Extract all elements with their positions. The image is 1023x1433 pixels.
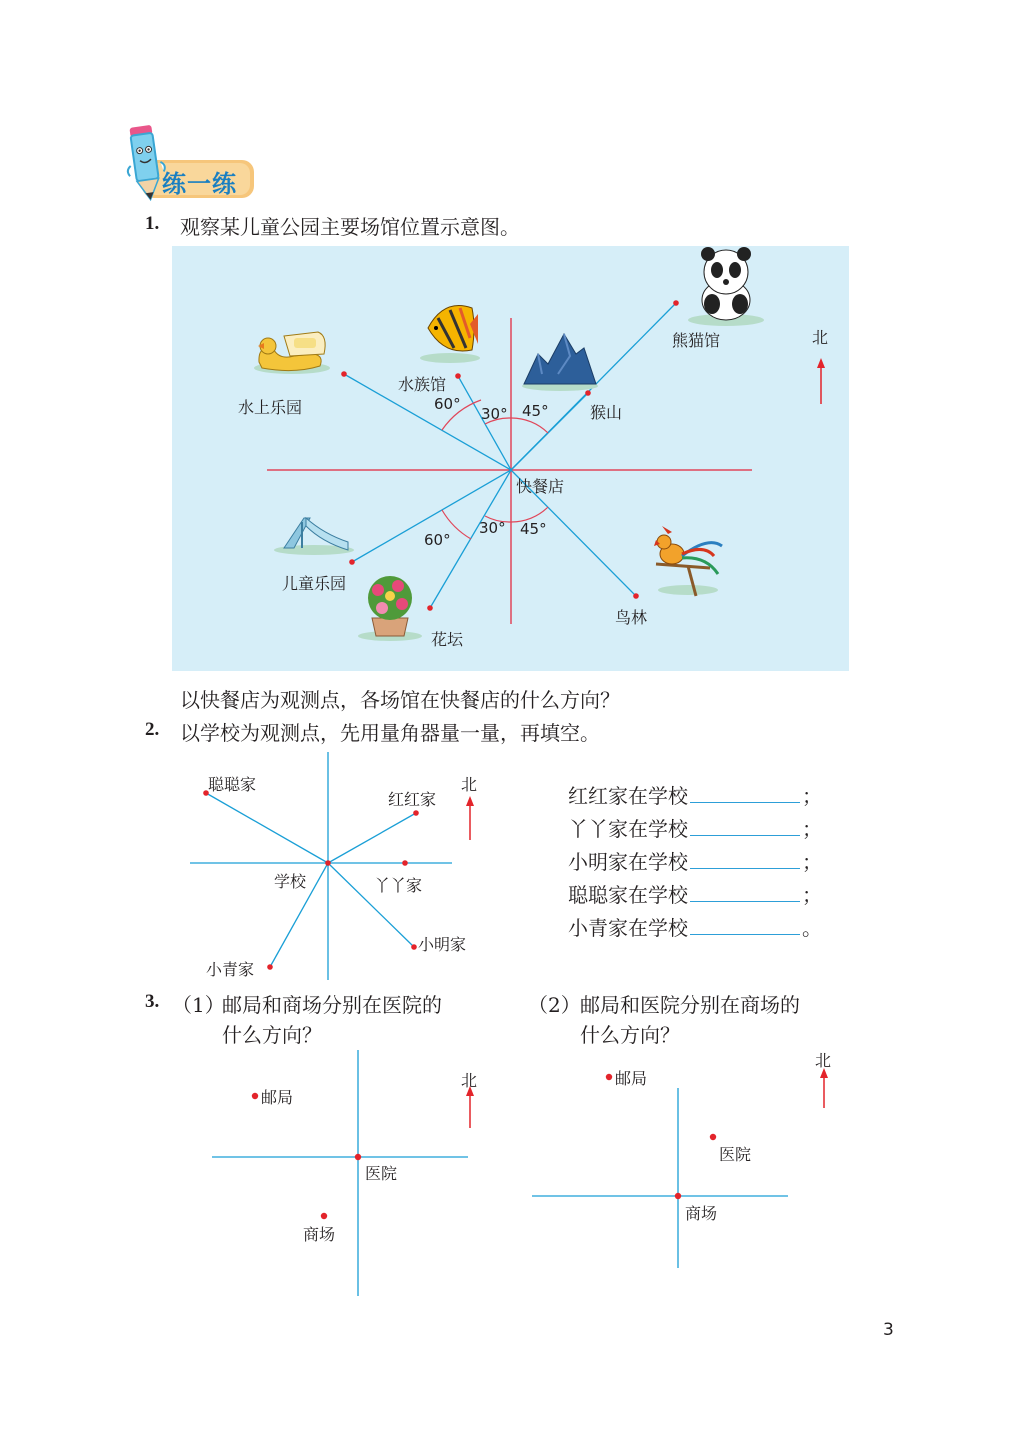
point-flower-bed bbox=[427, 605, 433, 611]
q3-part1-line2: 什么方向？ bbox=[222, 1023, 322, 1047]
q2-prompt: 以学校为观测点，先用量角器量一量，再填空。 bbox=[180, 721, 600, 745]
panda-icon bbox=[688, 247, 764, 326]
section-header bbox=[112, 116, 262, 202]
angle-upper-right: 45° bbox=[522, 402, 549, 420]
blank-row bbox=[568, 813, 848, 846]
q2-blanks bbox=[568, 780, 848, 945]
point-kids-park bbox=[349, 559, 355, 565]
map-center-label: 快餐店 bbox=[516, 477, 565, 496]
q3b-center-label: 商场 bbox=[685, 1204, 718, 1223]
q3b-label-post-office: 邮局 bbox=[615, 1069, 648, 1088]
north-arrow-icon bbox=[820, 1068, 828, 1108]
blank-label: 小明家在学校 bbox=[568, 850, 688, 874]
q1-number: 1. bbox=[145, 213, 160, 234]
duck-boat-icon bbox=[254, 332, 330, 374]
arc-upper-right bbox=[511, 418, 548, 433]
blank-row bbox=[568, 780, 848, 813]
angle-upper-left: 60° bbox=[434, 395, 461, 413]
north-arrow-icon bbox=[466, 1086, 474, 1128]
answer-blank[interactable] bbox=[690, 817, 800, 836]
point-post-office bbox=[606, 1074, 612, 1080]
map-label-aquarium: 水族馆 bbox=[398, 375, 447, 394]
q2-label-congcong: 聪聪家 bbox=[208, 775, 257, 794]
north-arrow-icon bbox=[817, 358, 825, 404]
blank-end: 。 bbox=[802, 916, 822, 940]
point-hospital bbox=[710, 1134, 716, 1140]
page-number: 3 bbox=[883, 1320, 894, 1340]
blank-label: 丫丫家在学校 bbox=[568, 817, 688, 841]
flower-pot-icon bbox=[358, 576, 422, 641]
map-label-monkey-hill: 猴山 bbox=[590, 403, 623, 422]
point-honghong bbox=[413, 810, 419, 816]
q3-part2-line2: 什么方向？ bbox=[580, 1023, 680, 1047]
q3-part2-label: （2） bbox=[528, 993, 581, 1017]
q3a-label-post-office: 邮局 bbox=[261, 1088, 294, 1107]
blank-row bbox=[568, 846, 848, 879]
point-aquarium bbox=[455, 373, 461, 379]
point-post-office bbox=[252, 1093, 258, 1099]
blank-row bbox=[568, 879, 848, 912]
blank-label: 小青家在学校 bbox=[568, 916, 688, 940]
q3-part1-line1: 邮局和商场分别在医院的 bbox=[222, 993, 442, 1017]
point-panda-house bbox=[673, 300, 679, 306]
blank-end: ； bbox=[802, 817, 822, 841]
ray-honghong bbox=[328, 813, 416, 863]
slide-icon bbox=[274, 518, 354, 555]
mountain-icon bbox=[522, 334, 598, 391]
q2-label-honghong: 红红家 bbox=[388, 790, 437, 809]
map-label-water-park: 水上乐园 bbox=[238, 398, 303, 417]
point-monkey-hill bbox=[585, 390, 591, 396]
school-diagram bbox=[186, 748, 486, 984]
point-xiaoming bbox=[411, 944, 417, 950]
blank-end: ； bbox=[802, 784, 822, 808]
answer-blank[interactable] bbox=[690, 784, 800, 803]
point-mall bbox=[675, 1193, 681, 1199]
blank-label: 聪聪家在学校 bbox=[568, 883, 688, 907]
answer-blank[interactable] bbox=[690, 916, 800, 935]
angle-lower-left: 60° bbox=[424, 531, 451, 549]
blank-row bbox=[568, 912, 848, 945]
bird-icon bbox=[654, 526, 722, 596]
q3-part1-label: （1） bbox=[172, 993, 225, 1017]
angle-lower-right: 45° bbox=[520, 520, 547, 538]
q2-label-xiaoqing: 小青家 bbox=[206, 960, 255, 979]
ray-aquarium bbox=[458, 376, 511, 470]
blank-label: 红红家在学校 bbox=[568, 784, 688, 808]
q2-north-label: 北 bbox=[461, 775, 478, 794]
section-title: 练一练 bbox=[162, 170, 237, 198]
map-label-kids-park: 儿童乐园 bbox=[282, 574, 347, 593]
q3-part2-line1: 邮局和医院分别在商场的 bbox=[580, 993, 800, 1017]
point-xiaoqing bbox=[267, 964, 273, 970]
point-school bbox=[325, 860, 331, 866]
q3-number: 3. bbox=[145, 991, 160, 1012]
answer-blank[interactable] bbox=[690, 883, 800, 902]
blank-end: ； bbox=[802, 883, 822, 907]
q2-label-xiaoming: 小明家 bbox=[418, 935, 467, 954]
q1-question: 以快餐店为观测点，各场馆在快餐店的什么方向？ bbox=[180, 688, 620, 712]
park-map bbox=[172, 246, 849, 671]
q3a-center-label: 医院 bbox=[365, 1164, 398, 1183]
point-mall bbox=[321, 1213, 327, 1219]
q1-prompt: 观察某儿童公园主要场馆位置示意图。 bbox=[180, 215, 520, 239]
north-arrow-icon bbox=[466, 796, 474, 840]
q3-part2-diagram bbox=[530, 1046, 840, 1272]
point-yaya bbox=[402, 860, 408, 866]
q3b-label-hospital: 医院 bbox=[719, 1145, 752, 1164]
q3-part1-diagram bbox=[206, 1046, 496, 1302]
angle-lower-mid: 30° bbox=[479, 519, 506, 537]
answer-blank[interactable] bbox=[690, 850, 800, 869]
point-hospital bbox=[355, 1154, 361, 1160]
point-water-park bbox=[341, 371, 347, 377]
map-label-bird-forest: 鸟林 bbox=[615, 608, 648, 627]
blank-end: ； bbox=[802, 850, 822, 874]
angle-upper-mid: 30° bbox=[481, 405, 508, 423]
map-north-label: 北 bbox=[812, 328, 829, 347]
q3a-north-label: 北 bbox=[461, 1071, 478, 1090]
fish-icon bbox=[420, 306, 480, 364]
q2-label-yaya: 丫丫家 bbox=[374, 876, 423, 895]
q2-number: 2. bbox=[145, 719, 160, 740]
ray-congcong bbox=[206, 793, 328, 863]
q3a-label-mall: 商场 bbox=[303, 1225, 336, 1244]
map-label-panda-house: 熊猫馆 bbox=[672, 331, 721, 350]
point-bird-forest bbox=[633, 593, 639, 599]
q3b-north-label: 北 bbox=[815, 1051, 832, 1070]
q2-center-label: 学校 bbox=[274, 872, 307, 891]
map-label-flower-bed: 花坛 bbox=[431, 630, 464, 649]
